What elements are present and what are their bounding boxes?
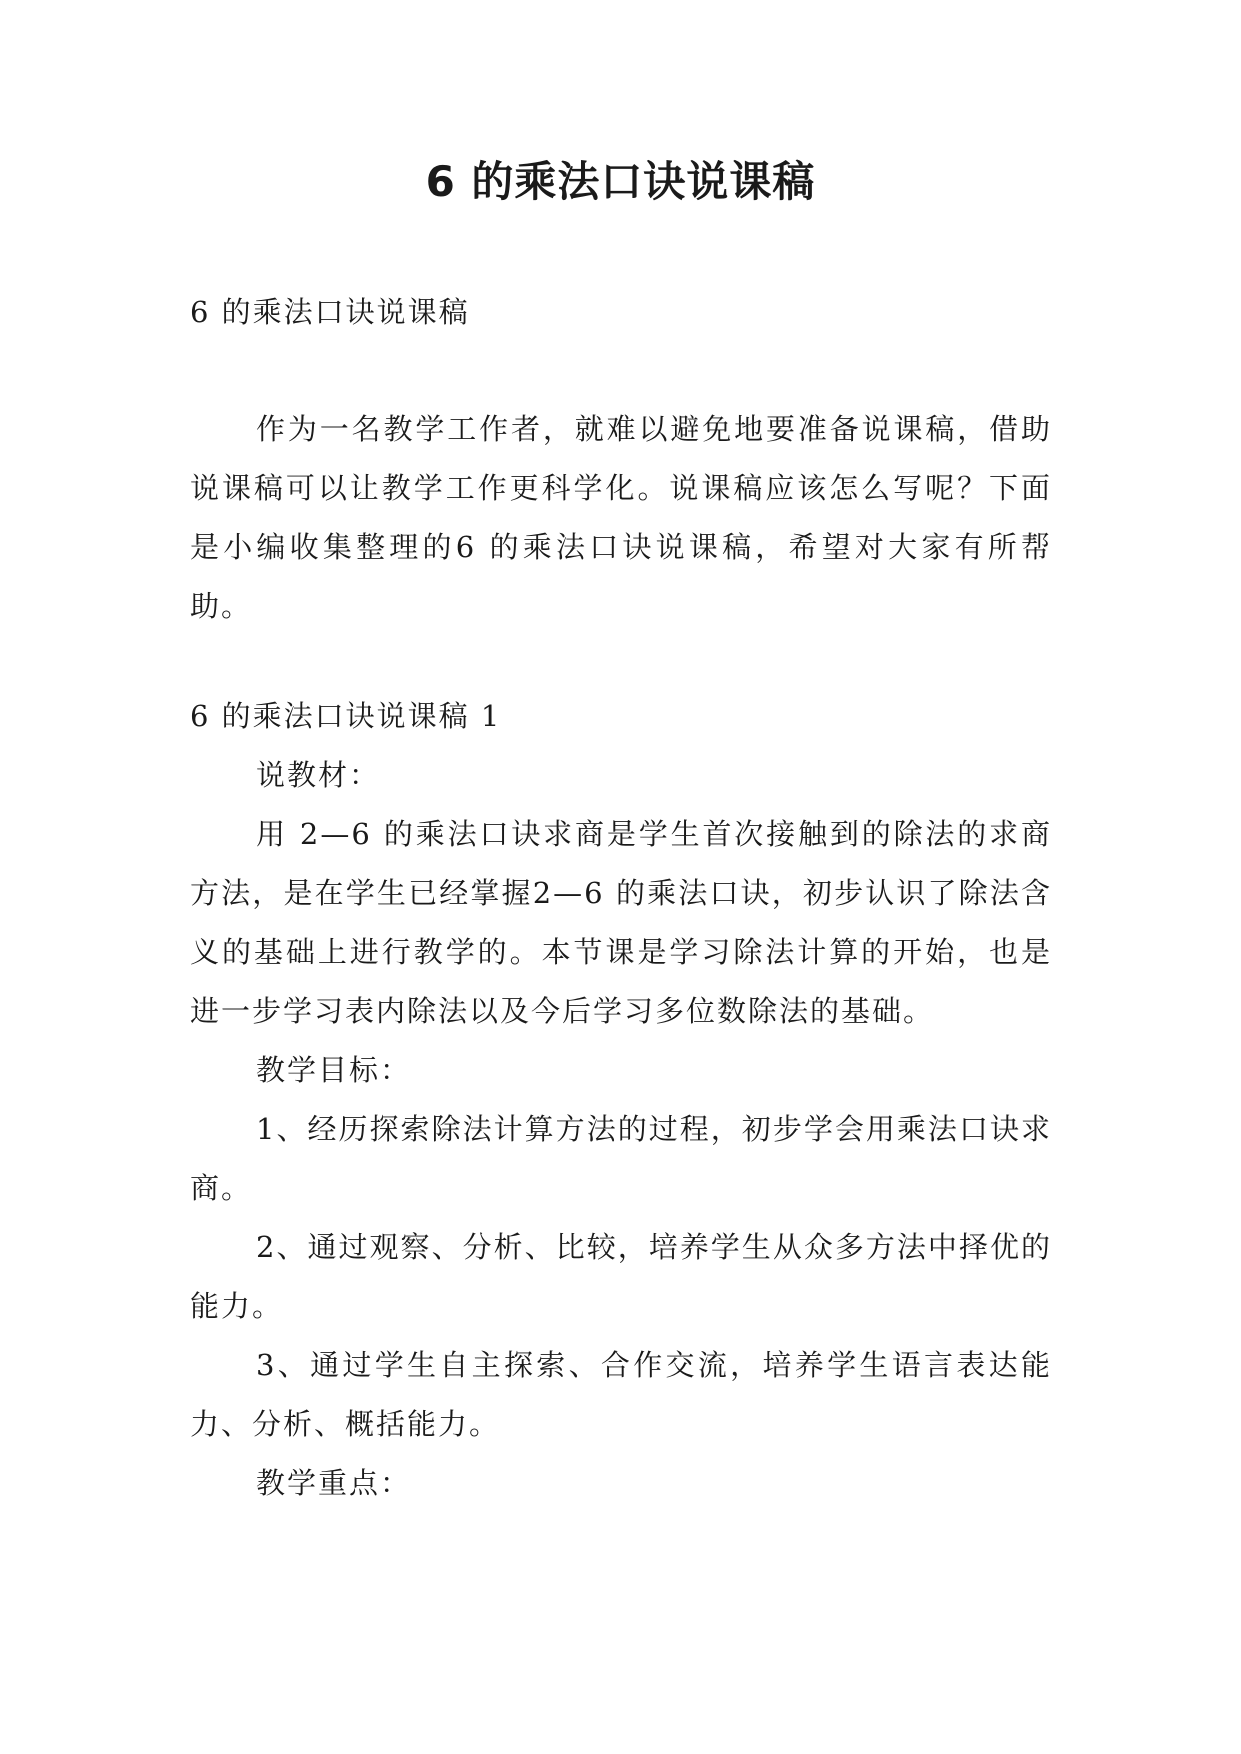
main-content (190, 687, 1052, 1513)
heading-teaching-goals: 教学目标： (256, 1053, 412, 1087)
intro-paragraph: 作为一名教学工作者，就难以避免地要准备说课稿，借助说课稿可以让教学工作更科学化。说课稿应该怎么写呢？下面是小编收集整理的6 的乘法口诀说课稿，希望对大家有所帮助。 (190, 412, 1052, 623)
goal-item-2: 2、通过观察、分析、比较，培养学生从众多方法中择优的能力。 (190, 1230, 1052, 1323)
section-heading: 6 的乘法口诀说课稿 1 (190, 699, 502, 733)
document-subtitle-block (190, 283, 1052, 342)
goal-item-1: 1、经历探索除法计算方法的过程，初步学会用乘法口诀求商。 (190, 1112, 1052, 1205)
document-title: 6 的乘法口诀说课稿 (425, 157, 816, 206)
heading-textbook: 说教材： (256, 758, 381, 792)
intro-block (190, 400, 1052, 636)
heading-teaching-focus: 教学重点： (256, 1466, 412, 1500)
paragraph-textbook: 用 2—6 的乘法口诀求商是学生首次接触到的除法的求商方法，是在学生已经掌握2—6 的乘法口诀，初步认识了除法含义的基础上进行教学的。本节课是学习除法计算的开始，也是进一步学习表内除法以及今后学习多位数除法的基础。 (190, 817, 1052, 1028)
goal-item-3: 3、通过学生自主探索、合作交流，培养学生语言表达能力、分析、概括能力。 (190, 1348, 1052, 1441)
document-subtitle: 6 的乘法口诀说课稿 (190, 295, 470, 329)
